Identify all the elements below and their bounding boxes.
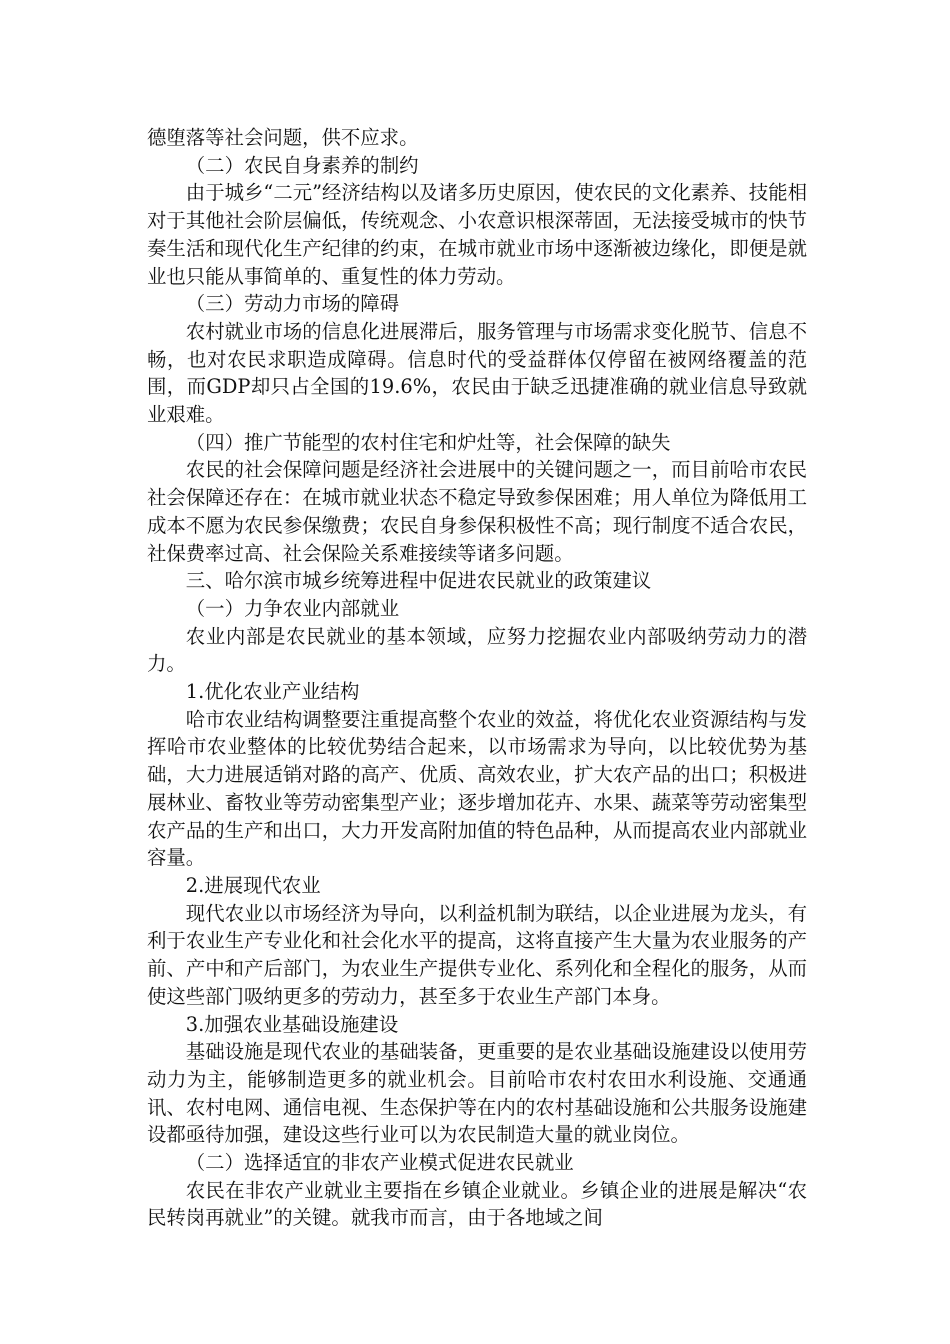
subheading-modern-agriculture: 2.进展现代农业: [185, 873, 321, 897]
subheading-optimize-structure: 1.优化农业产业结构: [185, 680, 360, 704]
paragraph: 由于城乡“二元”经济结构以及诸多历史原因，使农民的文化素养、技能相对于其他社会阶层偏低，传统观念、小农意识根深蒂固，无法接受城市的快节奏生活和现代化生产纪律的约束，在城市就业市场中逐渐被边缘化，即便是就业也只能从事简单的、重复性的体力劳动。: [147, 181, 807, 288]
document-body: [147, 124, 807, 1232]
paragraph: 农民的社会保障问题是经济社会进展中的关键问题之一，而目前哈市农民社会保障还存在：在城市就业状态不稳定导致参保困难；用人单位为降低用工成本不愿为农民参保缴费；农民自身参保积极性不高；现行制度不适合农民，社保费率过高、社会保险关系难接续等诸多问题。: [147, 458, 807, 565]
section-heading-farmer-quality: （二）农民自身素养的制约: [185, 153, 419, 177]
subheading-infrastructure: 3.加强农业基础设施建设: [185, 1012, 399, 1036]
section-heading-non-agricultural: （二）选择适宜的非农产业模式促进农民就业: [185, 1151, 574, 1175]
chapter-heading-policy-suggestions: 三、哈尔滨市城乡统筹进程中促进农民就业的政策建议: [185, 569, 652, 593]
section-heading-social-security: （四）推广节能型的农村住宅和炉灶等，社会保障的缺失: [185, 430, 671, 454]
section-heading-labor-market: （三）劳动力市场的障碍: [185, 292, 400, 316]
paragraph: 现代农业以市场经济为导向，以利益机制为联结，以企业进展为龙头，有利于农业生产专业化和社会化水平的提高，这将直接产生大量为农业服务的产前、产中和产后部门，为农业生产提供专业化、系列化和全程化的服务，从而使这些部门吸纳更多的劳动力，甚至多于农业生产部门本身。: [147, 901, 807, 1008]
paragraph: 农业内部是农民就业的基本领域，应努力挖掘农业内部吸纳劳动力的潜力。: [147, 624, 807, 676]
section-heading-agriculture-employment: （一）力争农业内部就业: [185, 596, 400, 620]
paragraph-continuation: 德堕落等社会问题，供不应求。: [147, 126, 419, 149]
paragraph: 农民在非农产业就业主要指在乡镇企业就业。乡镇企业的进展是解决“农民转岗再就业”的关键。就我市而言，由于各地域之间: [147, 1178, 807, 1230]
paragraph: 哈市农业结构调整要注重提高整个农业的效益，将优化农业资源结构与发挥哈市农业整体的比较优势结合起来，以市场需求为导向，以比较优势为基础，大力进展适销对路的高产、优质、高效农业，扩大农产品的出口；积极进展林业、畜牧业等劳动密集型产业；逐步增加花卉、水果、蔬菜等劳动密集型农产品的生产和出口，大力开发高附加值的特色品种，从而提高农业内部就业容量。: [147, 707, 807, 870]
paragraph: 农村就业市场的信息化进展滞后，服务管理与市场需求变化脱节、信息不畅，也对农民求职造成障碍。信息时代的受益群体仅停留在被网络覆盖的范围，而GDP却只占全国的19.6%，农民由于缺乏迅捷准确的就业信息导致就业艰难。: [147, 319, 807, 427]
paragraph: 基础设施是现代农业的基础装备，更重要的是农业基础设施建设以使用劳动力为主，能够制造更多的就业机会。目前哈市农村农田水利设施、交通通讯、农村电网、通信电视、生态保护等在内的农村基础设施和公共服务设施建设都亟待加强，建设这些行业可以为农民制造大量的就业岗位。: [147, 1040, 807, 1147]
